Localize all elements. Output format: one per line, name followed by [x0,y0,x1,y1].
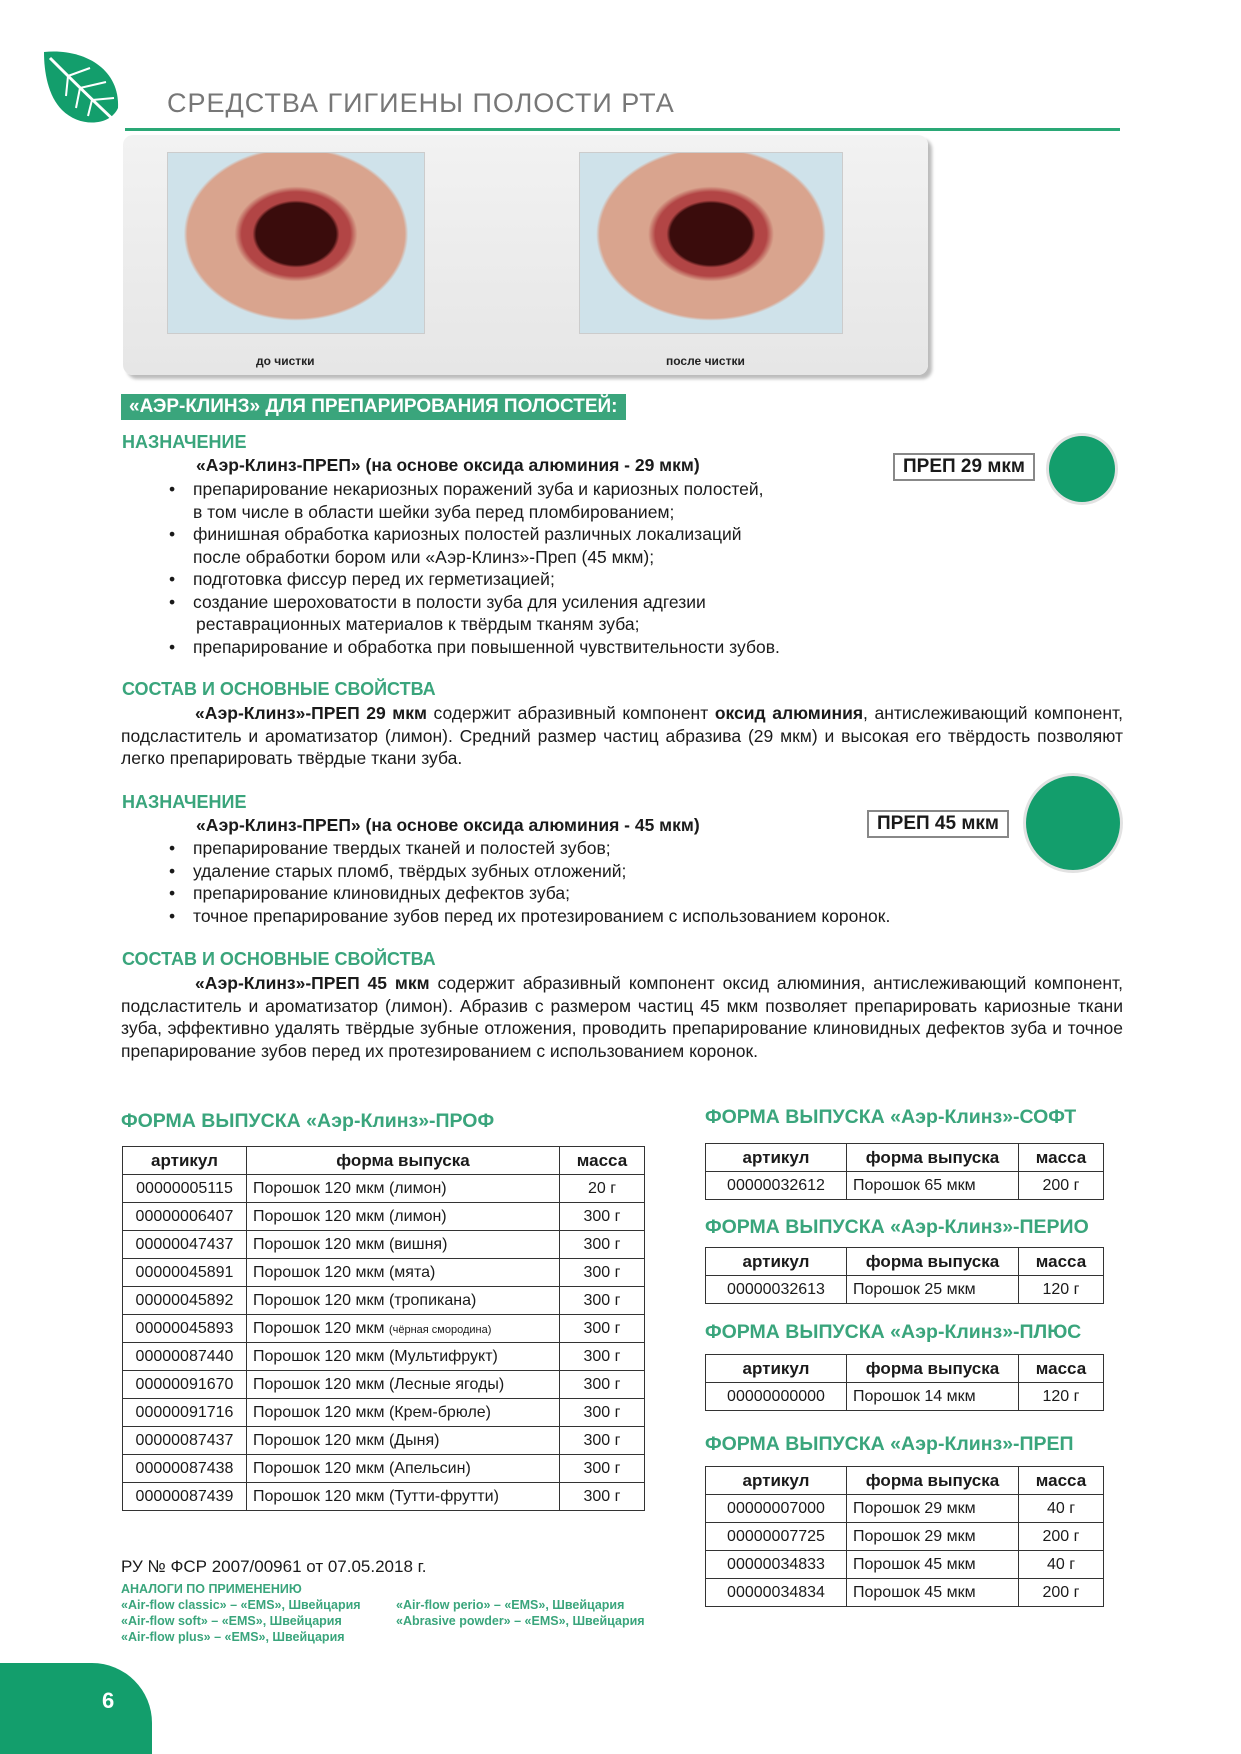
prep-29-badge: ПРЕП 29 мкм [893,453,1035,481]
perio-table-title: ФОРМА ВЫПУСКА «Аэр-Клинз»-ПЕРИО [705,1216,1089,1238]
table-row: 00000087438 Порошок 120 мкм (Апельсин) 300 г [123,1455,645,1483]
table-header-row: артикул форма выпуска масса [706,1467,1104,1495]
leaf-icon [40,48,130,130]
analogs-title: АНАЛОГИ ПО ПРИМЕНЕНИЮ [121,1582,302,1596]
list-item: • точное препарирование зубов перед их протезированием с использованием коронок. [121,905,1121,928]
table-row: 00000032613 Порошок 25 мкм 120 г [706,1276,1104,1304]
analogs-left [121,1597,361,1645]
list-item: • препарирование клиновидных дефектов зуба; [121,882,1121,905]
props-heading-2: СОСТАВ И ОСНОВНЫЕ СВОЙСТВА [122,949,436,969]
table-row: 00000045893 Порошок 120 мкм (чёрная смородина) 300 г [123,1315,645,1343]
list-item: «Air-flow classic» – «EMS», Швейцария [121,1598,361,1612]
section-banner: «АЭР-КЛИНЗ» ДЛЯ ПРЕПАРИРОВАНИЯ ПОЛОСТЕЙ: [121,394,626,420]
purpose-title-2: «Аэр-Клинз-ПРЕП» (на основе оксида алюминия - 45 мкм) [196,815,700,835]
table-row: 00000007000 Порошок 29 мкм 40 г [706,1495,1104,1523]
list-item: • подготовка фиссур перед их герметизацией; [121,568,1021,591]
table-row: 00000091670 Порошок 120 мкм (Лесные ягоды) 300 г [123,1371,645,1399]
table-row: 00000087440 Порошок 120 мкм (Мультифрукт) 300 г [123,1343,645,1371]
column-header: масса [560,1147,645,1175]
list-item: • создание шероховатости в полости зуба для усиления адгезии реставрационных материалов к твёрдым тканям зуба; [121,591,1021,636]
list-item: «Abrasive powder» – «EMS», Швейцария [396,1614,645,1628]
table-row: 00000087437 Порошок 120 мкм (Дыня) 300 г [123,1427,645,1455]
table-row: 00000087439 Порошок 120 мкм (Тутти-фрутти) 300 г [123,1483,645,1511]
header-divider [125,128,1120,131]
table-header-row: артикул форма выпуска масса [706,1355,1104,1383]
purpose-title-1: «Аэр-Клинз-ПРЕП» (на основе оксида алюминия - 29 мкм) [196,455,700,475]
prof-table-title: ФОРМА ВЫПУСКА «Аэр-Клинз»-ПРОФ [121,1110,495,1132]
table-header-row [123,1147,645,1175]
prep-45-badge: ПРЕП 45 мкм [867,810,1009,838]
registration-number: РУ № ФСР 2007/00961 от 07.05.2018 г. [121,1557,427,1576]
table-header-row: артикул форма выпуска масса [706,1144,1104,1172]
prep-table-title: ФОРМА ВЫПУСКА «Аэр-Клинз»-ПРЕП [705,1433,1074,1455]
table-row: 00000047437 Порошок 120 мкм (вишня) 300 г [123,1231,645,1259]
table-row: 00000032612 Порошок 65 мкм 200 г [706,1172,1104,1200]
table-header-row: артикул форма выпуска масса [706,1248,1104,1276]
table-row: 00000034833 Порошок 45 мкм 40 г [706,1551,1104,1579]
after-photo [579,152,843,334]
list-item: • финишная обработка кариозных полостей различных локализаций после обработки бором или «Аэр-Клинз»-Преп (45 мкм); [121,523,1021,568]
list-item: • препарирование и обработка при повышенной чувствительности зубов. [121,636,1021,659]
table-row: 00000045891 Порошок 120 мкм (мята) 300 г [123,1259,645,1287]
green-dot-29 [1049,436,1115,502]
list-item: • удаление старых пломб, твёрдых зубных отложений; [121,860,1121,883]
perio-table [705,1247,1104,1304]
column-header: артикул [123,1147,247,1175]
prep-table [705,1466,1104,1607]
before-caption: до чистки [256,354,315,368]
purpose-heading-2: НАЗНАЧЕНИЕ [122,792,247,812]
column-header: форма выпуска [247,1147,560,1175]
page-number-tab [0,1663,152,1754]
props-text-1: «Аэр-Клинз»-ПРЕП 29 мкм содержит абразивный компонент оксид алюминия, антислеживающий компонент, подсластитель и ароматизатор (лимон). Средний размер частиц абразива (29 мкм) и высокая его твёрдость позволяют легко препарировать твёрдые ткани зуба. [121,703,1123,768]
after-caption: после чистки [666,354,745,368]
list-item: «Air-flow plus» – «EMS», Швейцария [121,1630,345,1644]
table-row: 00000000000 Порошок 14 мкм 120 г [706,1383,1104,1411]
table-row: 00000034834 Порошок 45 мкм 200 г [706,1579,1104,1607]
page-header-title: СРЕДСТВА ГИГИЕНЫ ПОЛОСТИ РТА [167,88,675,118]
table-row: 00000006407 Порошок 120 мкм (лимон) 300 г [123,1203,645,1231]
before-photo [167,152,425,334]
table-row: 00000091716 Порошок 120 мкм (Крем-брюле) 300 г [123,1399,645,1427]
soft-table [705,1143,1104,1200]
props-text-2: «Аэр-Клинз»-ПРЕП 45 мкм содержит абразивный компонент оксид алюминия, антислеживающий компонент, подсластитель и ароматизатор (лимон). Абразив с размером частиц 45 мкм позволяет препарировать кариозные ткани зуба, эффективно удалять твёрдые зубные отложения, проводить препарирование клиновидных дефектов зуба и точное препарирование зубов перед их протезированием с использованием коронок. [121,973,1123,1061]
list-item: «Air-flow soft» – «EMS», Швейцария [121,1614,342,1628]
page-number: 6 [102,1688,115,1713]
table-row: 00000007725 Порошок 29 мкм 200 г [706,1523,1104,1551]
list-item: • препарирование некариозных поражений зуба и кариозных полостей, в том числе в области шейки зуба перед пломбированием; [121,478,1021,523]
plus-table [705,1354,1104,1411]
list-item: «Air-flow perio» – «EMS», Швейцария [396,1598,625,1612]
props-heading-1: СОСТАВ И ОСНОВНЫЕ СВОЙСТВА [122,679,436,699]
purpose-heading-1: НАЗНАЧЕНИЕ [122,432,247,452]
analogs-right [396,1597,645,1629]
soft-table-title: ФОРМА ВЫПУСКА «Аэр-Клинз»-СОФТ [705,1106,1077,1128]
table-row: 00000005115 Порошок 120 мкм (лимон) 20 г [123,1175,645,1203]
purpose-list-1 [121,478,1021,658]
prof-table [122,1146,645,1511]
list-item: • препарирование твердых тканей и полостей зубов; [121,837,1121,860]
table-row: 00000045892 Порошок 120 мкм (тропикана) 300 г [123,1287,645,1315]
purpose-list-2 [121,837,1121,927]
plus-table-title: ФОРМА ВЫПУСКА «Аэр-Клинз»-ПЛЮС [705,1321,1082,1343]
